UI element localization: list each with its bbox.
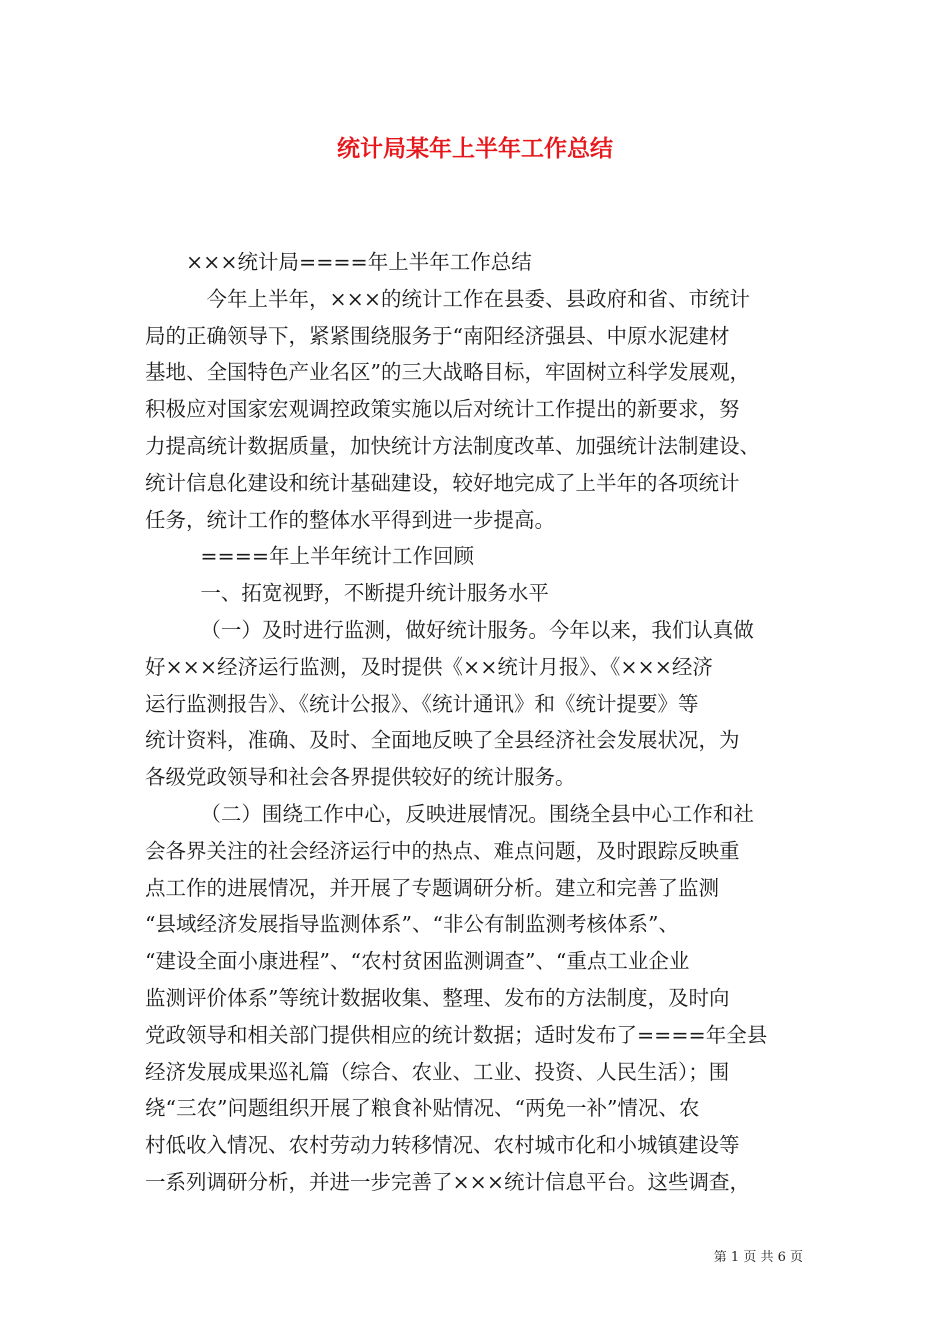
text-line: 统计资料，准确、及时、全面地反映了全县经济社会发展状况，为 [145,728,740,753]
text-line: ====年上半年统计工作回顾 [200,544,475,569]
text-line: 党政领导和相关部门提供相应的统计数据；适时发布了====年全县 [145,1022,768,1047]
text-line: 统计信息化建设和统计基础建设，较好地完成了上半年的各项统计 [145,470,740,495]
text-line: 一系列调研分析，并进一步完善了×××统计信息平台。这些调查， [145,1169,751,1194]
text-line: 经济发展成果巡礼篇（综合、农业、工业、投资、人民生活）；围 [145,1059,730,1084]
text-line: ×××统计局====年上半年工作总结 [186,250,532,274]
text-line: 一、拓宽视野，不断提升统计服务水平 [200,581,549,606]
text-line: 局的正确领导下，紧紧围绕服务于“南阳经济强县、中原水泥建材 [145,323,730,348]
text-line: 各级党政领导和社会各界提供较好的统计服务。 [145,765,576,790]
text-line: 基地、全国特色产业名区”的三大战略目标，牢固树立科学发展观， [145,360,750,385]
page-number: 第 1 页 共 6 页 [713,1250,803,1265]
text-line: 绕“三农”问题组织开展了粮食补贴情况、“两免一补”情况、农 [145,1096,700,1121]
text-line: 任务，统计工作的整体水平得到进一步提高。 [145,507,555,532]
text-line: 监测评价体系”等统计数据收集、整理、发布的方法制度，及时向 [145,985,730,1010]
text-line: 村低收入情况、农村劳动力转移情况、农村城市化和小城镇建设等 [145,1133,740,1158]
text-line: （一）及时进行监测，做好统计服务。今年以来，我们认真做 [200,617,754,642]
text-line: “建设全面小康进程”、“农村贫困监测调查”、“重点工业企业 [145,949,690,974]
text-line: 运行监测报告》、《统计公报》、《统计通讯》和《统计提要》等 [145,691,699,716]
text-line: 今年上半年，×××的统计工作在县委、县政府和省、市统计 [206,286,751,311]
document-title: 统计局某年上半年工作总结 [337,136,613,162]
text-line: 会各界关注的社会经济运行中的热点、难点问题，及时跟踪反映重 [145,838,740,863]
text-line: 积极应对国家宏观调控政策实施以后对统计工作提出的新要求，努 [145,397,740,422]
text-line: 力提高统计数据质量，加快统计方法制度改革、加强统计法制建设、 [145,433,760,458]
text-line: 好×××经济运行监测，及时提供《××统计月报》、《×××经济 [145,654,713,679]
text-line: “县域经济发展指导监测体系”、“非公有制监测考核体系”、 [145,912,679,937]
text-line: （二）围绕工作中心，反映进展情况。围绕全县中心工作和社 [200,801,754,826]
text-line: 点工作的进展情况，并开展了专题调研分析。建立和完善了监测 [145,875,719,900]
document-body [145,244,805,1201]
